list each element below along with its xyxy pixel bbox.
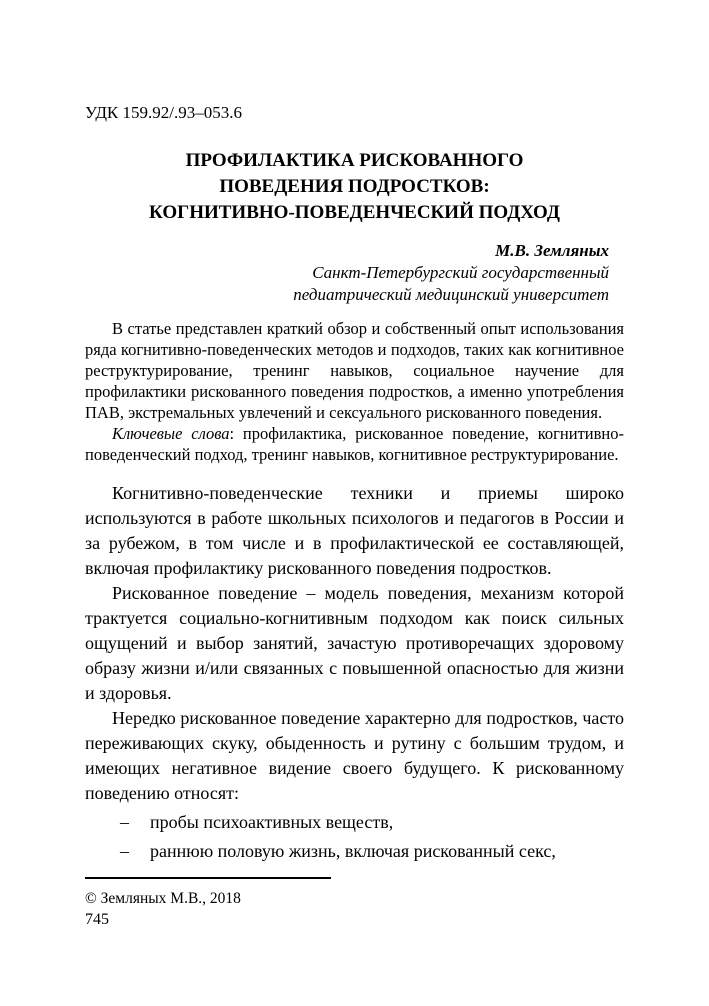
keywords-paragraph: [85, 423, 624, 465]
list-item-2: [85, 839, 624, 864]
page-footer: [85, 877, 331, 931]
list-item-2-text: раннюю половую жизнь, включая рискованный секс,: [150, 841, 556, 861]
keywords-label: Ключевые слова: [112, 424, 230, 443]
dash-marker: –: [120, 841, 129, 861]
article-title: [85, 148, 624, 226]
body-paragraph-3: Нередко рискованное поведение характерно для подростков, часто переживающих скуку, обыденность и рутину с большим трудом, и имеющих негативное видение своего будущего. К рискованному поведению относят:: [85, 708, 624, 803]
title-line-1: ПРОФИЛАКТИКА РИСКОВАННОГО: [185, 150, 524, 171]
author-name: М.В. Земляных: [495, 241, 609, 260]
footnote-rule: [85, 877, 331, 879]
title-line-2: ПОВЕДЕНИЯ ПОДРОСТКОВ:: [219, 176, 490, 197]
page-number: 745: [85, 911, 109, 928]
list-item-1-text: пробы психоактивных веществ,: [150, 812, 394, 832]
udc-code: УДК 159.92/.93–053.6: [85, 103, 242, 122]
abstract-text: В статье представлен краткий обзор и собственный опыт использования ряда когнитивно-поведенческих методов и подходов, таких как когнитивное реструктурирование, тренинг навыков, социальное научение для профилактики рискованного поведения подростков, а именно употребления ПАВ, экстремальных увлечений и сексуального рискованного поведения.: [85, 319, 624, 422]
list-item-1: [85, 810, 624, 835]
author-block: [85, 240, 624, 306]
risk-behavior-list: [85, 810, 624, 864]
affiliation-line-1: Санкт-Петербургский государственный: [312, 263, 609, 282]
dash-marker: –: [120, 812, 129, 832]
keywords-text: : профилактика, рискованное поведение, когнитивно-поведенческий подход, тренинг навыков, когнитивное реструктурирование.: [85, 424, 624, 464]
title-line-3: КОГНИТИВНО-ПОВЕДЕНЧЕСКИЙ ПОДХОД: [149, 202, 560, 223]
body-paragraph-2: Рискованное поведение – модель поведения, механизм которой трактуется социально-когнитивным подходом как поиск сильных ощущений и выбор занятий, зачастую противоречащих здоровому образу жизни и/или связанных с повышенной опасностью для жизни и здоровья.: [85, 583, 624, 703]
affiliation-line-2: педиатрический медицинский университет: [293, 285, 609, 304]
body-paragraph-1: Когнитивно-поведенческие техники и приемы широко используются в работе школьных психологов и педагогов в России и за рубежом, в том числе и в профилактической ее составляющей, включая профилактику рискованного поведения подростков.: [85, 483, 624, 578]
copyright-line: © Земляных М.В., 2018: [85, 890, 241, 907]
